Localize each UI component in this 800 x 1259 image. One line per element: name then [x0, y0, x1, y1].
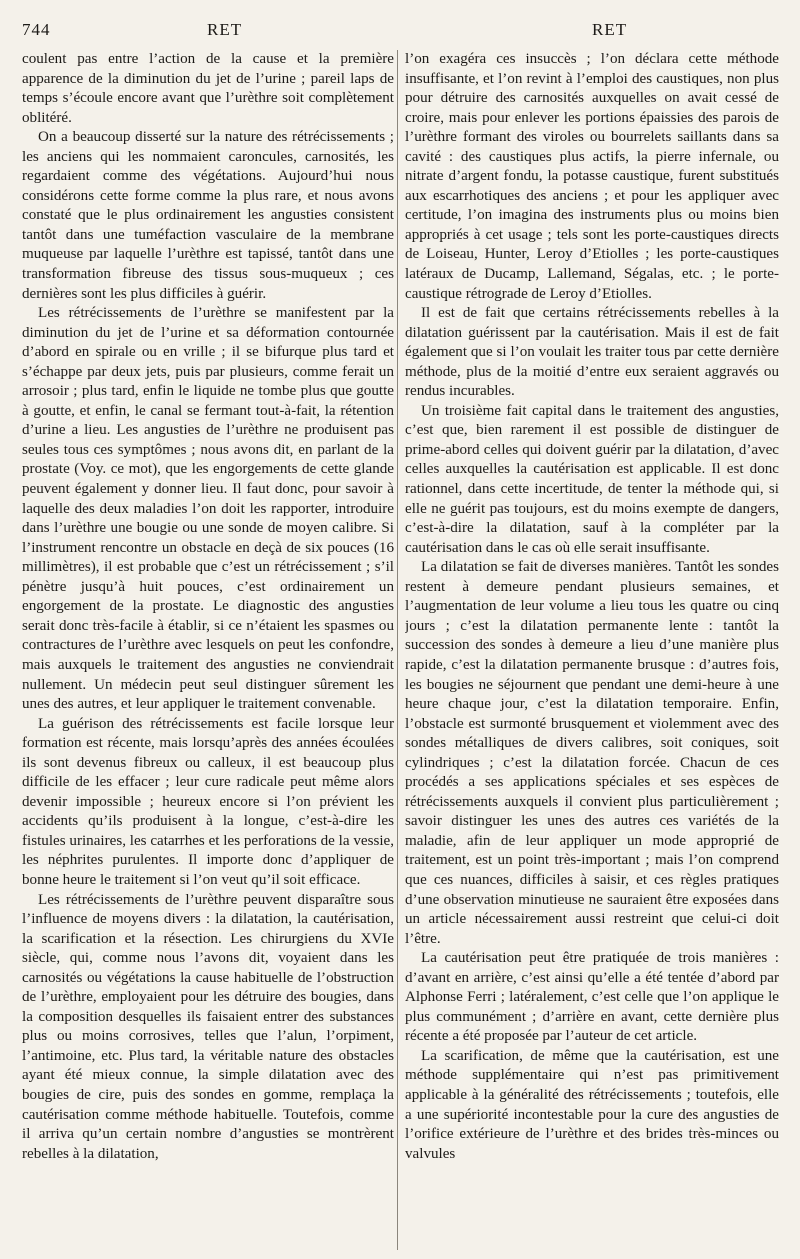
paragraph: La scarification, de même que la cautérisation, est une méthode supplémentaire qui n’est pas primitivement applicable à la généralité des rétrécissements ; toutefois, elle a une supériorité incontestable pour la cure des angusties de l’orifice extérieure de l’urèthre et des brides très-minces ou valvules — [405, 1047, 779, 1162]
page-header — [22, 20, 778, 44]
paragraph: Il est de fait que certains rétrécissements rebelles à la dilatation guérissent par la cautérisation. Mais il est de fait également que si l’on voulait les traiter tous par cette dernière méthode, plus de la moitié d’entre eux seraient aggravés ou rendus incurables. — [405, 305, 779, 400]
paragraph: La cautérisation peut être pratiquée de trois manières : d’avant en arrière, c’est ainsi qu’elle a été tentée d’abord par Alphonse Ferri ; latéralement, c’est celle que l’on applique le plus communément ; d’arrière en avant, cette dernière plus récente a été proposée par l’auteur de cet article. — [405, 950, 779, 1045]
paragraph: Un troisième fait capital dans le traitement des angusties, c’est que, bien rarement il est possible de distinguer de prime-abord celles qui doivent guérir par la dilatation, d’avec celles auxquelles la cautérisation est applicable. Il est donc rationnel, dans cette incertitude, de tenter la méthode qui, si elle ne guérit pas toujours, est du moins exempte de dangers, c’est-à-dire la dilatation, sauf à la compléter par la cautérisation dans le cas où elle serait insuffisante. — [405, 402, 779, 556]
paragraph: coulent pas entre l’action de la cause et la première apparence de la diminution du jet de l’urine ; pareil laps de temps s’écoule encore avant que l’urèthre soit complètement oblitéré. — [22, 51, 394, 126]
paragraph: l’on exagéra ces insuccès ; l’on déclara cette méthode insuffisante, et l’on revint à l’emploi des caustiques, non plus pour détruire des carnosités auxquelles on avait cessé de croire, mais pour enlever les portions épaissies des parois de l’urèthre formant des viroles ou bourrelets saillants dans sa cavité : des caustiques plus actifs, la pierre infernale, ou nitrate d’argent fondu, la potasse caustique, furent substitués aux escarrhotiques des anciens ; et pour les appliquer avec certitude, l’on imagina des instruments plus ou moins bien appropriés à cet usage ; tels sont les porte-caustiques directs de Loiseau, Hunter, Leroy d’Etiolles ; les porte-caustiques latéraux de Ducamp, Lallemand, Ségalas, etc. ; le porte-caustique rétrograde de Leroy d’Etiolles. — [405, 51, 779, 302]
column-divider — [397, 50, 398, 1250]
paragraph: La guérison des rétrécissements est facile lorsque leur formation est récente, mais lorsqu’après des années écoulées ils sont devenus fibreux ou calleux, il est beaucoup plus difficile de les effacer ; leur cure radicale peut même alors devenir impossible ; heureux encore si l’on prévient les accidents qu’ils produisent à la longue, c’est-à-dire les fistules urinaires, les catarrhes et les perforations de la vessie, les néphrites purulentes. Il importe donc d’appliquer de bonne heure le traitement si l’on veut qu’il soit efficace. — [22, 715, 394, 888]
paragraph: Les rétrécissements de l’urèthre se manifestent par la diminution du jet de l’urine et sa déformation contournée d’abord en spirale ou en vrille ; il se bifurque plus tard et s’échappe par deux jets, puis par plusieurs, comme ferait un arrosoir ; plus tard, enfin le liquide ne tombe plus que goutte à goutte, et enfin, le canal se fermant tout-à-fait, la rétention d’urine a lieu. Les angusties de l’urèthre ne produisent pas seules tous ces symptômes ; nous avons dit, en parlant de la prostate (Voy. ce mot), que les engorgements de cette glande peuvent également y donner lieu. Il faut donc, pour savoir à laquelle des deux maladies l’on doit les rapporter, introduire dans l’urèthre une bougie ou une sonde de moyen calibre. Si l’instrument rencontre un obstacle en deçà de six pouces (16 millimètres), il est probable que c’est un rétrécissement ; s’il pénètre jusqu’à huit pouces, c’est ordinairement un engorgement de la prostate. Le diagnostic des angusties serait donc très-facile à établir, si ce n’étaient les spasmes ou contractures de l’urèthre avec lesquels on peut les confondre, mais auxquels le traitement des angusties ne conviendrait nullement. Un médecin peut seul distinguer sûrement les unes des autres, et leur appliquer le traitement convenable. — [22, 305, 394, 713]
paragraph: Les rétrécissements de l’urèthre peuvent disparaître sous l’influence de moyens divers : la dilatation, la cautérisation, la scarification et la résection. Les chirurgiens du XVIe siècle, qui, comme nous l’avons dit, voyaient dans les carnosités ou végétations la cause habituelle de l’obstruction de l’urèthre, employaient pour les détruire des bougies, dans la composition desquelles ils faisaient entrer des substances plus ou moins corrosives, telles que l’alun, l’orpiment, l’antimoine, etc. Plus tard, la véritable nature des obstacles ayant été mieux connue, la simple dilatation avec des bougies de cire, puis des sondes en gomme, remplaça la cautérisation comme méthode habituelle. Toutefois, comme il arriva qu’un certain nombre d’angusties se montrèrent rebelles à la dilatation, — [22, 891, 394, 1162]
page-number: 744 — [22, 20, 51, 39]
paragraph: La dilatation se fait de diverses manières. Tantôt les sondes restent à demeure pendant plusieurs semaines, et l’augmentation de leur volume a lieu tous les quatre ou cinq jours ; c’est la dilatation permanente lente : tantôt la succession des sondes à demeure a lieu d’une manière plus rapide, c’est la dilatation permanente brusque : d’autres fois, les bougies ne séjournent que pendant une demi-heure à une heure chaque jour, c’est la dilatation temporaire. Enfin, l’obstacle est surmonté brusquement et violemment avec des sondes métalliques de divers calibres, soit coniques, soit cylindriques ; c’est la dilatation forcée. Chacun de ces procédés a ses applications spéciales et ses espèces de rétrécissements auxquels il convient plus particulièrement ; savoir distinguer les unes des autres ces variétés de la maladie, afin de leur appliquer un mode approprié de traitement, est un point très-important ; mais l’on comprend que ces nuances, difficiles à saisir, et ces règles pratiques d’une observation minutieuse ne sauraient être exposées dans un article nécessairement aussi restreint que celui-ci doit l’être. — [405, 559, 779, 947]
right-running-head: RET — [592, 20, 628, 39]
right-column — [405, 50, 779, 1255]
left-running-head: RET — [207, 20, 243, 39]
paragraph: On a beaucoup disserté sur la nature des rétrécissements ; les anciens qui les nommaient caroncules, carnosités, les regardaient comme des végétations. Aujourd’hui nous considérons cette forme comme la plus rare, et nous avons constaté que le plus ordinairement les angusties consistent tantôt dans une tuméfaction vasculaire de la membrane muqueuse par laquelle l’urèthre est tapissé, tantôt dans une transformation fibreuse des tissus sous-muqueux ; ces dernières sont les plus difficiles à guérir. — [22, 129, 394, 302]
left-column — [22, 50, 394, 1255]
